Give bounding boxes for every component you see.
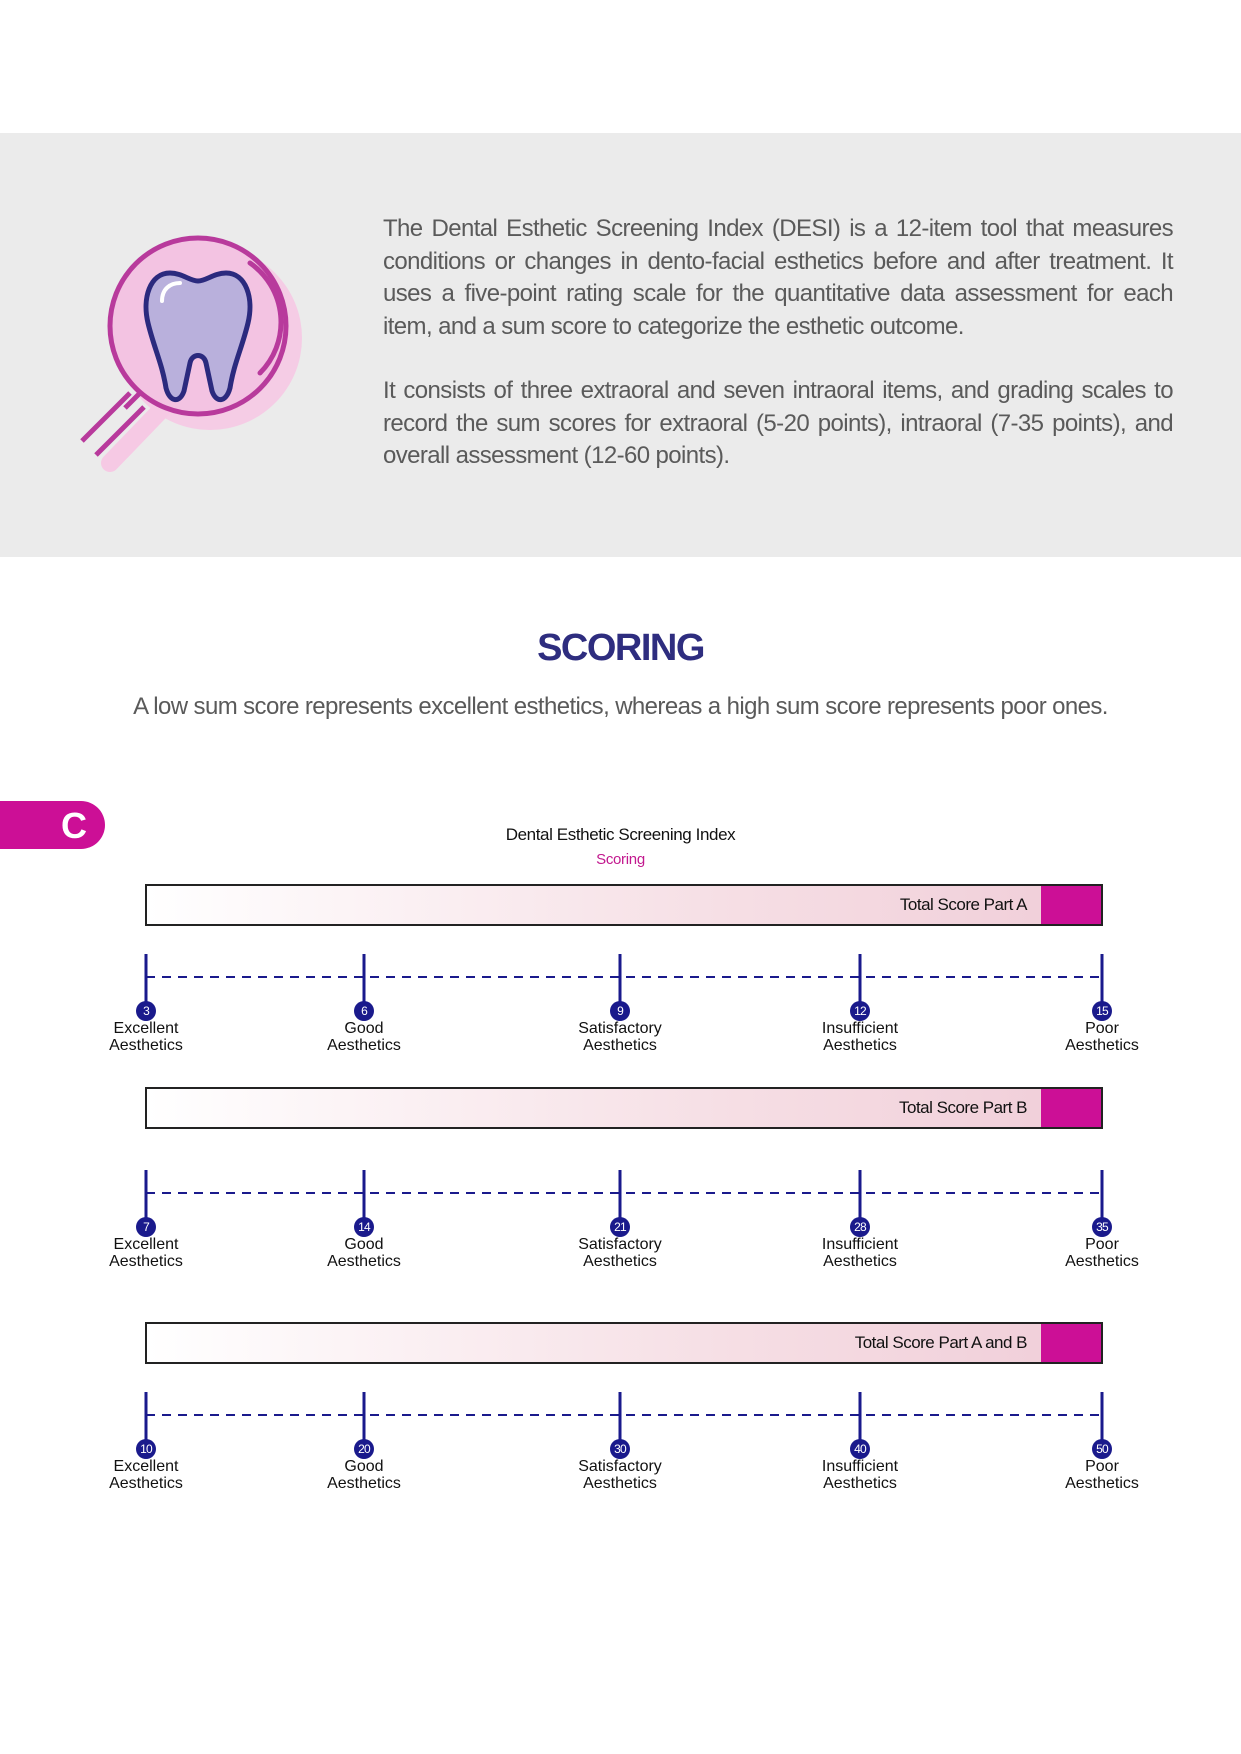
- tick-label-line: Excellent: [113, 1236, 179, 1253]
- tick-value: 28: [850, 1217, 870, 1237]
- tick-label-line: Good: [344, 1236, 384, 1253]
- tick-value: 14: [354, 1217, 374, 1237]
- tick-label-line: Aesthetics: [583, 1253, 657, 1270]
- tick-label-line: Poor: [1085, 1236, 1119, 1253]
- tick-label-line: Aesthetics: [327, 1037, 401, 1054]
- tick-label-line: Aesthetics: [1065, 1253, 1139, 1270]
- tick-label-line: Aesthetics: [583, 1037, 657, 1054]
- tooth-magnifier-icon: [70, 213, 330, 473]
- scale-axis-lines: [0, 1392, 1241, 1442]
- tick-value: 15: [1092, 1001, 1112, 1021]
- tick-label: [76, 1458, 216, 1492]
- tick-label: [76, 1236, 216, 1270]
- tick-value: 9: [610, 1001, 630, 1021]
- tick-label-line: Good: [344, 1458, 384, 1475]
- section-subtitle: A low sum score represents excellent esthetics, whereas a high sum score represents poor ones.: [133, 693, 1108, 720]
- tick-label: [550, 1236, 690, 1270]
- tick-value: 3: [136, 1001, 156, 1021]
- tick-label: [1032, 1236, 1172, 1270]
- intro-band: [0, 133, 1241, 557]
- tick-label-line: Aesthetics: [1065, 1475, 1139, 1492]
- tick-label-line: Aesthetics: [823, 1037, 897, 1054]
- tick-label: [790, 1020, 930, 1054]
- tick-value: 7: [136, 1217, 156, 1237]
- score-bar-cap: [1041, 886, 1101, 924]
- tick-value: 10: [136, 1439, 156, 1459]
- tick-value: 50: [1092, 1439, 1112, 1459]
- chart-subtitle: Scoring: [596, 851, 645, 868]
- tick-label-line: Satisfactory: [578, 1458, 662, 1475]
- tick-label: [1032, 1458, 1172, 1492]
- tick-value: 40: [850, 1439, 870, 1459]
- score-bar-label: Total Score Part A: [899, 895, 1027, 914]
- tick-value: 6: [354, 1001, 374, 1021]
- tick-label: [550, 1020, 690, 1054]
- score-bar: [145, 884, 1103, 926]
- tick-label-line: Aesthetics: [109, 1475, 183, 1492]
- scale-axis-lines: [0, 1170, 1241, 1220]
- tick-label: [550, 1458, 690, 1492]
- tick-label-line: Poor: [1085, 1020, 1119, 1037]
- tick-label: [294, 1458, 434, 1492]
- tick-label-line: Aesthetics: [823, 1475, 897, 1492]
- tick-label: [294, 1236, 434, 1270]
- tick-value: 12: [850, 1001, 870, 1021]
- tick-value: 35: [1092, 1217, 1112, 1237]
- score-bar-label: Total Score Part B: [898, 1098, 1027, 1117]
- tick-value: 20: [354, 1439, 374, 1459]
- tick-label-line: Aesthetics: [327, 1475, 401, 1492]
- scale-axis-lines: [0, 954, 1241, 1004]
- score-bar: [145, 1087, 1103, 1129]
- intro-paragraph: The Dental Esthetic Screening Index (DESI) is a 12-item tool that measures conditions or changes in dento-facial esthetics before and after treatment. It uses a five-point rating scale for the quantitative data assessment for each item, and a sum score to categorize the esthetic outcome.: [383, 215, 1173, 340]
- section-title: SCORING: [537, 627, 704, 669]
- tick-label-line: Satisfactory: [578, 1236, 662, 1253]
- score-bar-cap: [1041, 1324, 1101, 1362]
- tick-label-line: Aesthetics: [327, 1253, 401, 1270]
- chart-title: Dental Esthetic Screening Index: [505, 825, 736, 844]
- tick-label: [294, 1020, 434, 1054]
- tick-label-line: Insufficient: [821, 1020, 899, 1037]
- tick-label-line: Aesthetics: [109, 1037, 183, 1054]
- tick-label-line: Insufficient: [821, 1458, 899, 1475]
- tick-value: 21: [610, 1217, 630, 1237]
- tick-label-line: Aesthetics: [1065, 1037, 1139, 1054]
- tick-label-line: Good: [344, 1020, 384, 1037]
- section-tab-letter: C: [61, 805, 87, 846]
- score-bar: [145, 1322, 1103, 1364]
- tick-label: [790, 1236, 930, 1270]
- tick-label-line: Excellent: [113, 1020, 179, 1037]
- tick-value: 30: [610, 1439, 630, 1459]
- score-bar-label: Total Score Part A and B: [854, 1333, 1027, 1352]
- tick-label-line: Excellent: [113, 1458, 179, 1475]
- tick-label: [1032, 1020, 1172, 1054]
- tick-label-line: Insufficient: [821, 1236, 899, 1253]
- tick-label-line: Poor: [1085, 1458, 1119, 1475]
- tick-label-line: Aesthetics: [823, 1253, 897, 1270]
- tick-label-line: Aesthetics: [583, 1475, 657, 1492]
- score-bar-cap: [1041, 1089, 1101, 1127]
- tick-label: [76, 1020, 216, 1054]
- intro-paragraph: It consists of three extraoral and seven intraoral items, and grading scales to record the sum scores for extraoral (5-20 points), intraoral (7-35 points), and overall assessment (12-60 points).: [383, 377, 1173, 469]
- tick-label: [790, 1458, 930, 1492]
- intro-text: [383, 213, 1173, 505]
- tick-label-line: Aesthetics: [109, 1253, 183, 1270]
- tick-label-line: Satisfactory: [578, 1020, 662, 1037]
